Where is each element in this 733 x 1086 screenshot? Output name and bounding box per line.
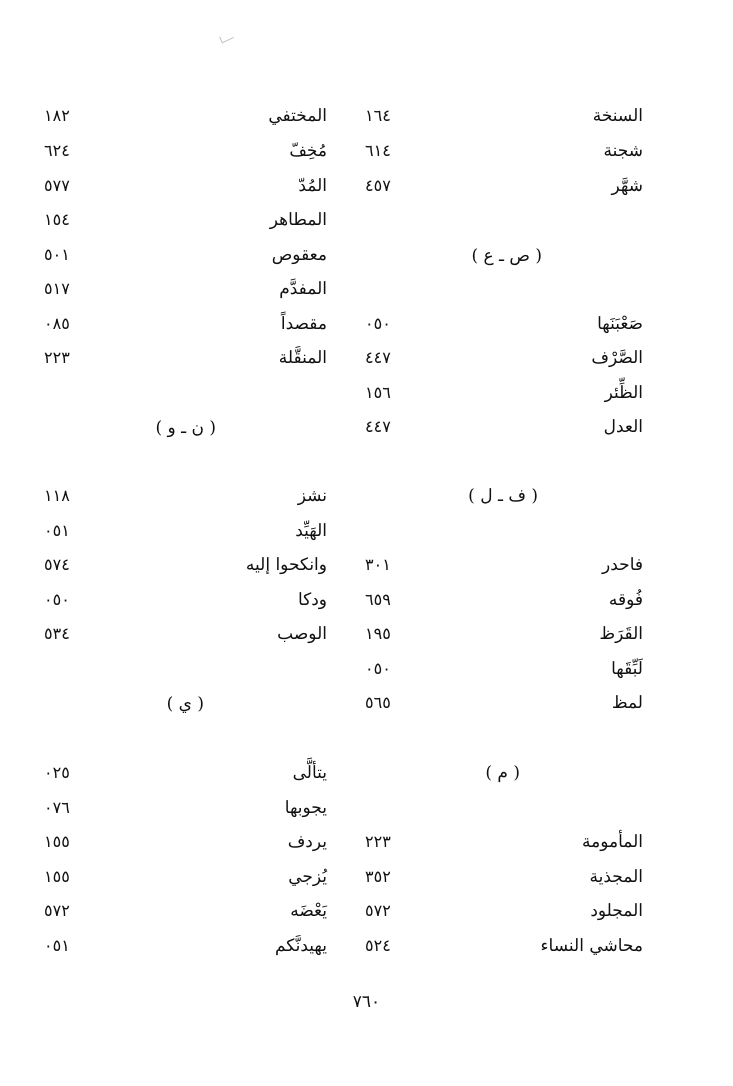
index-word: المجذية <box>589 867 643 887</box>
index-page-ref: ٥٧٤ <box>44 555 70 574</box>
index-page-ref: ٥٣٤ <box>44 624 70 643</box>
index-page-ref: ١٥٥ <box>44 832 70 851</box>
index-word: الهَيِّد <box>295 521 327 541</box>
index-page-ref: ٥٧٢ <box>44 901 70 920</box>
index-page-ref: ٣٠١ <box>365 555 391 574</box>
index-page-ref: ٥٧٧ <box>44 176 70 195</box>
index-page-ref: ٥٦٥ <box>365 693 391 712</box>
index-page-ref: ٠٧٦ <box>44 798 70 817</box>
index-word: مقصداً <box>280 314 327 334</box>
section-heading: ( ي ) <box>166 694 204 714</box>
index-word: المأمومة <box>581 832 643 852</box>
index-page-ref: ٣٥٢ <box>365 867 391 886</box>
index-word: يَعْضَه <box>290 901 327 921</box>
margin-mark <box>219 32 234 44</box>
index-word: يُزجي <box>288 867 327 887</box>
index-word: الوصب <box>277 624 327 644</box>
index-word: محاشي النساء <box>540 936 643 956</box>
index-word: فُوقه <box>608 590 643 610</box>
index-page-ref: ٠٥٠ <box>44 590 70 609</box>
index-page-ref: ٤٥٧ <box>365 176 391 195</box>
index-page-ref: ٠٨٥ <box>44 314 70 333</box>
index-word: صَعْبَنَها <box>597 314 643 334</box>
index-page-ref: ٥٢٤ <box>365 936 391 955</box>
index-page-ref: ١٥٤ <box>44 210 70 229</box>
index-word: شجنة <box>603 141 643 161</box>
index-page-ref: ٤٤٧ <box>365 348 391 367</box>
index-word: المفدَّم <box>279 279 327 299</box>
index-word: الظِّئر <box>604 383 643 403</box>
index-word: المطاهر <box>269 210 327 230</box>
index-word: يهيدنَّكم <box>274 936 327 956</box>
index-page-ref: ٦١٤ <box>365 141 391 160</box>
index-word: السنخة <box>592 106 643 126</box>
index-page-ref: ٥١٧ <box>44 279 70 298</box>
index-page-ref: ١٨٢ <box>44 106 70 125</box>
index-page-ref: ٠٥١ <box>44 521 70 540</box>
index-page-ref: ١٩٥ <box>365 624 391 643</box>
index-page-ref: ٤٤٧ <box>365 417 391 436</box>
index-word: لمظ <box>611 693 643 713</box>
index-word: نشز <box>297 486 327 506</box>
index-word: يردف <box>287 832 327 852</box>
section-heading: ( م ) <box>485 763 520 783</box>
section-heading: ( ن ـ و ) <box>155 418 216 438</box>
page-number: ٧٦٠ <box>352 992 381 1012</box>
section-heading: ( ص ـ ع ) <box>471 246 542 266</box>
index-word: معقوص <box>271 245 327 265</box>
index-word: المجلود <box>590 901 643 921</box>
index-page-ref: ٦٢٤ <box>44 141 70 160</box>
index-page-ref: ٥٧٢ <box>365 901 391 920</box>
index-word: يجوبها <box>284 798 327 818</box>
index-word: المُدّ <box>298 176 327 196</box>
section-heading: ( ف ـ ل ) <box>468 486 538 506</box>
index-page-ref: ٥٠١ <box>44 245 70 264</box>
index-word: وانكحوا إليه <box>245 555 327 575</box>
index-page-ref: ١٥٥ <box>44 867 70 886</box>
index-word: مُخِفّ <box>289 141 327 161</box>
index-page-ref: ٠٢٥ <box>44 763 70 782</box>
index-page-ref: ١١٨ <box>44 486 70 505</box>
index-page-ref: ٢٢٣ <box>365 832 391 851</box>
index-page-ref: ٠٥٠ <box>365 314 391 333</box>
index-page-ref: ٦٥٩ <box>365 590 391 609</box>
index-word: العدل <box>603 417 643 437</box>
index-word: فاحدر <box>602 555 643 575</box>
index-page-ref: ١٥٦ <box>365 383 391 402</box>
index-word: القَرَظ <box>599 624 643 644</box>
index-word: المنقَّلة <box>278 348 327 368</box>
index-word: يتألَّى <box>292 763 327 783</box>
index-word: لَبِّقَها <box>611 659 643 679</box>
index-page-ref: ١٦٤ <box>365 106 391 125</box>
index-page-ref: ٢٢٣ <box>44 348 70 367</box>
index-word: ودكا <box>297 590 327 610</box>
index-word: المختفي <box>268 106 327 126</box>
index-page-ref: ٠٥٠ <box>365 659 391 678</box>
index-page-ref: ٠٥١ <box>44 936 70 955</box>
index-word: الصَّرْف <box>591 348 643 368</box>
index-word: شهَّر <box>611 176 643 196</box>
